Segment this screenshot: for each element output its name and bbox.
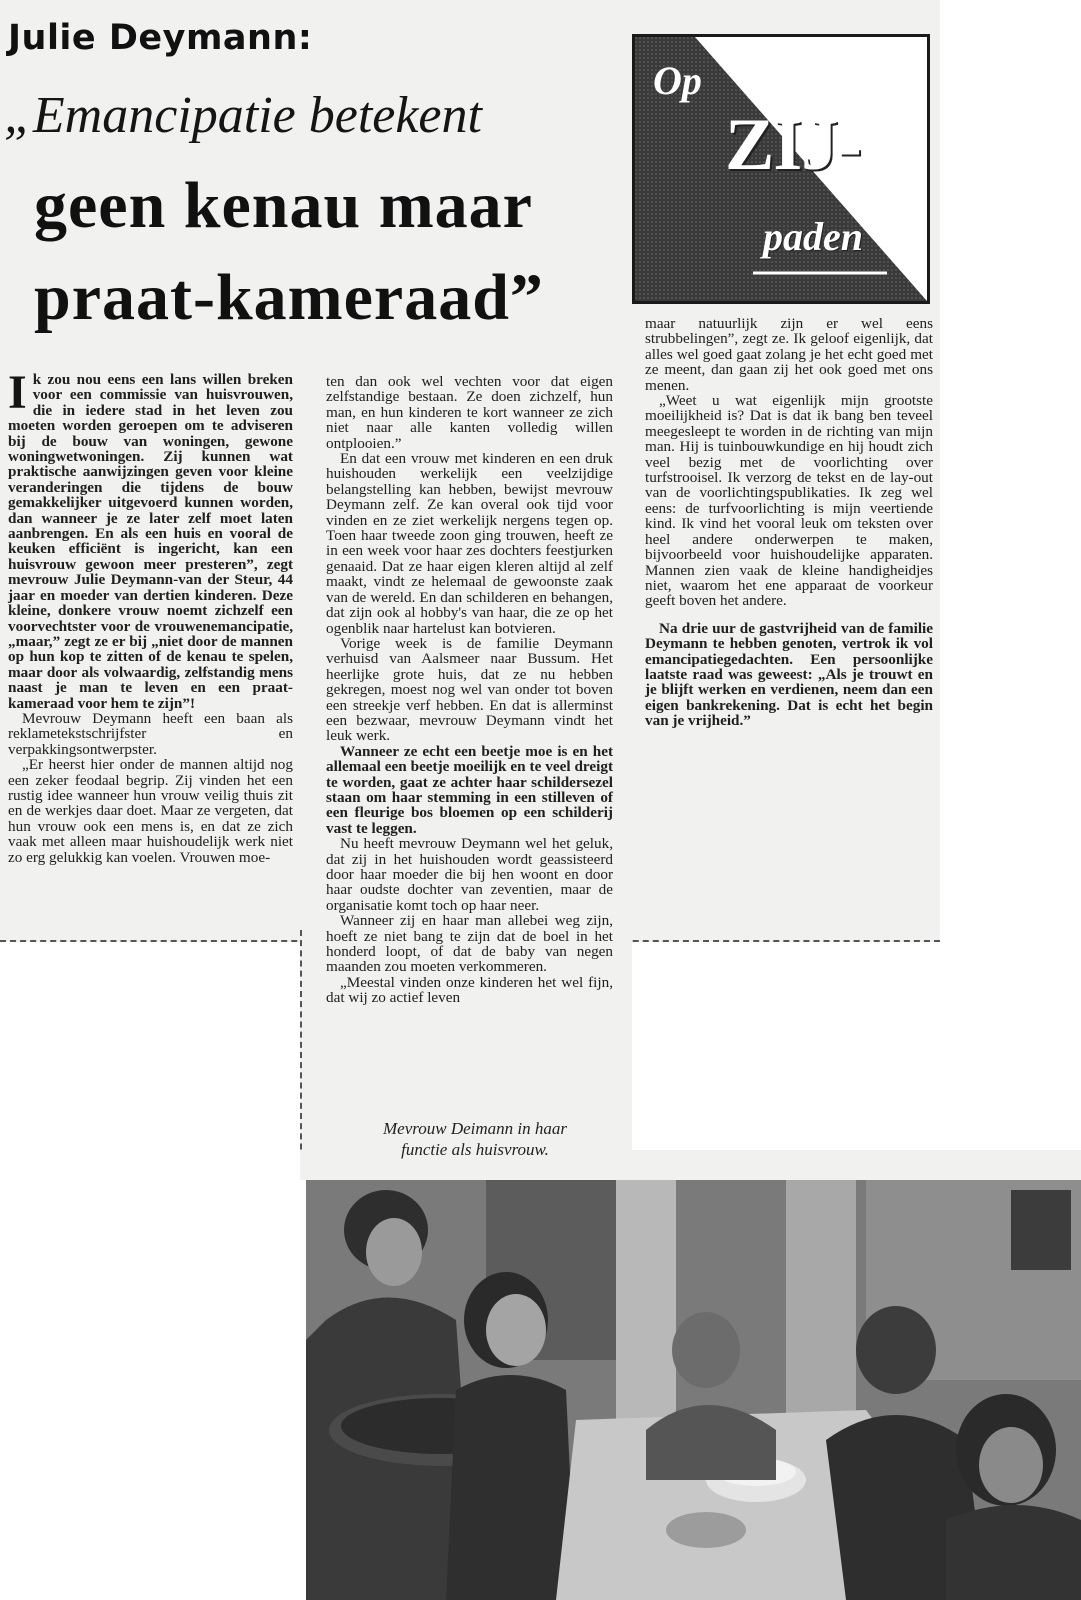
logo-paden: paden <box>763 214 863 259</box>
photo-caption <box>330 1118 620 1160</box>
article-kicker: Julie Deymann: <box>8 18 313 58</box>
paragraph <box>8 366 293 712</box>
headline-line-2: geen kenau maar <box>34 169 533 242</box>
headline-line-3: praat-kameraad” <box>34 261 544 334</box>
paragraph: Na drie uur de gastvrijheid van de familie Deymann te hebben genoten, vertrok ik vol emancipatiegedachten. Een persoonlijke laatste raad was geweest: „Als je trouwt en je blijft werken en verdienen, neem dan een eigen bankrekening. Dat is echt het begin van je vrijheid.” <box>645 619 933 730</box>
drop-cap: I <box>8 366 27 419</box>
paragraph: „Weet u wat eigenlijk mijn grootste moeilijkheid is? Dat is dat ik bang ben teveel meegesleept te worden in de richting van mijn man. Hij is tuinbouwkundige en hij houdt zich veel bezig met de voorlichting over turfstrooisel. Ik verzorg de tekst en de lay-out van de voorlichtingspublikaties. Ik zeg wel eens: de turfvoorlichting is mijn veertiende kind. Ik vind het vooral leuk om teksten over heel andere onderwerpen te maken, bijvoorbeeld voor huishoudelijke apparaten. Mannen zien vaak de kleine handigheidjes niet, waarom het ene apparaat de voorkeur geeft boven het andere. <box>645 392 933 610</box>
column-logo <box>632 34 930 304</box>
caption-line-1: Mevrouw Deimann in haar <box>383 1119 567 1138</box>
caption-line-2: functie als huisvrouw. <box>401 1140 549 1159</box>
paragraph: maar natuurlijk zijn er wel eens strubbelingen”, zegt ze. Ik geloof eigenlijk, dat alles wel goed gaat zolang je het echt goed met ze meent, dan gaan zij het ook goed met ons menen. <box>645 315 933 394</box>
family-dinner-photo <box>306 1180 1081 1600</box>
paragraph: Wanneer zij en haar man allebei weg zijn, hoeft ze niet bang te zijn dat de boel in het honderd loopt, of dat de baby van negen maanden zou moeten verkommeren. <box>326 912 613 976</box>
paragraph: „Meestal vinden onze kinderen het wel fijn, dat wij zo actief leven <box>326 973 613 1007</box>
body-column-1 <box>8 366 293 866</box>
paragraph-text: k zou nou eens een lans willen breken voor een commissie van huisvrouwen, die in iedere stad in het leven zou moeten worden geroepen om te adviseren bij de bouw van woningen, gewone woningwetwoningen. Zij kunnen wat praktische aanwijzingen geven voor kleine veranderingen die tijdens de bouw gemakkelijker uitgevoerd kunnen worden, dan wanneer je ze later zelf moet laten aanbrengen. En als een huis en vooral de keuken efficiënt is ingericht, kan een huisvrouw gewoon meer presteren”, zegt mevrouw Julie Deymann-van der Steur, 44 jaar en moeder van dertien kinderen. Deze kleine, donkere vrouw noemt zichzelf een voorvechtster voor de vrouwenemancipatie, „maar,” zegt ze er bij „niet door de mannen op hun kop te zitten of de kenau te spelen, maar door als volwaardig, zelfstandig mens naast je man te leven en een praat-kameraad voor hem te zijn”! <box>8 371 293 712</box>
logo-op: Op <box>653 58 702 103</box>
paragraph: En dat een vrouw met kinderen en een druk huishouden werkelijk een veelzijdige belangstelling kan hebben, bewijst mevrouw Deymann zelf. Ze kan overal ook tijd voor vinden en ze ziet werkelijk nergens tegen op. Toen haar tweede zoon ging trouwen, heeft ze in een week voor haar zes dochters feestjurken genaaid. Dat ze haar eigen kleren altijd al zelf maakt, vindt ze helemaal de gewoonste zaak van de wereld. En dan schilderen en behangen, dat zijn ook al hobby's van haar, die ze op het ogenblik naar hartelust kan botvieren. <box>326 450 613 637</box>
paragraph: Nu heeft mevrouw Deymann wel het geluk, dat zij in het huishouden wordt geassisteerd door haar moeder die bij hen woont en door haar oudste dochter van zeventien, maar de organisatie komt toch op haar neer. <box>326 835 613 914</box>
paragraph: Wanneer ze echt een beetje moe is en het allemaal een beetje moeilijk en te veel dreigt te worden, gaat ze achter haar schildersezel staan om haar stemming in een stilleven of een fleurige bos bloemen op een schilderij vast te leggen. <box>326 742 613 837</box>
paragraph: Vorige week is de familie Deymann verhuisd van Aalsmeer naar Bussum. Het heerlijke grote huis, dat ze nu hebben gekregen, moest nog wel van onder tot boven een streekje verf hebben. En dat is allerminst een bezwaar, mevrouw Deymann vindt het leuk werk. <box>326 634 613 745</box>
photo-illustration <box>306 1180 1081 1600</box>
body-column-2 <box>326 374 613 1006</box>
headline-italic-line: „Emancipatie betekent <box>4 87 482 144</box>
paragraph: ten dan ook wel vechten voor dat eigen zelfstandige bestaan. Ze doen zichzelf, hun man, en hun kinderen te kort wanneer ze zich niet naar alle kanten volledig willen ontplooien.” <box>326 373 613 452</box>
logo-zij: ZIJ- <box>725 104 861 186</box>
paragraph: Mevrouw Deymann heeft een baan als reklametekstschrijfster en verpakkingsontwerpster. <box>8 709 293 758</box>
paragraph: „Er heerst hier onder de mannen altijd nog een zeker feodaal begrip. Zij vinden het een rustig idee wanneer hun vrouw veilig thuis zit en de werkjes daar doet. Maar ze vergeten, dat hun vrouw ook een mens is, en dat ze zich vaak met alleen maar huishoudelijk werk niet zo erg gelukkig kan voelen. Vrouwen moe- <box>8 756 293 866</box>
body-column-3 <box>645 316 933 729</box>
